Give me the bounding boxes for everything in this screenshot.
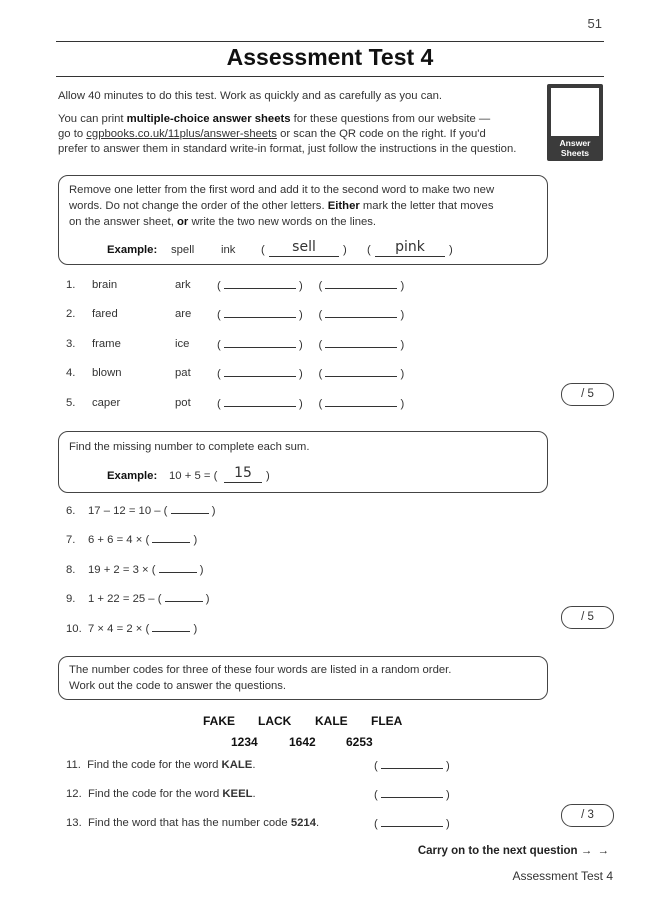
section1-example-label: Example: bbox=[107, 244, 158, 256]
footer-label: Assessment Test 4 bbox=[512, 869, 613, 883]
code-word: LACK bbox=[258, 714, 292, 728]
code-question: 12. Find the code for the word KEEL. bbox=[66, 788, 256, 800]
code-word: FLEA bbox=[371, 714, 403, 728]
sum-answer-blank[interactable] bbox=[165, 592, 203, 602]
answer-blank[interactable] bbox=[224, 308, 296, 318]
example-line-2 bbox=[375, 256, 445, 257]
question-row: 2. bbox=[66, 308, 76, 320]
question-word2: are bbox=[175, 308, 192, 320]
section2-instructions: Find the missing number to complete each sum. bbox=[69, 441, 310, 453]
paren-open: ( bbox=[261, 244, 265, 256]
answer-sheets-link[interactable]: cgpbooks.co.uk/11plus/answer-sheets bbox=[86, 128, 277, 140]
section2-score-box[interactable]: / 5 bbox=[561, 606, 614, 629]
question-word1: brain bbox=[92, 279, 118, 291]
qr-code-icon bbox=[551, 88, 599, 136]
section1-instructions: Remove one letter from the first word and add it to the second word to make two new words. Do not change the order of the other letters. Either mark the letter that moves on the answer sheet, or write the two new words on the lines. bbox=[69, 184, 495, 228]
sum-question: 7. 6 + 6 = 4 × ( ) bbox=[66, 534, 198, 546]
number-code: 6253 bbox=[346, 735, 373, 749]
answer-pair: ( ) ( ) bbox=[217, 309, 405, 321]
answer-pair: ( ) ( ) bbox=[217, 280, 405, 292]
section3-score-box[interactable]: / 3 bbox=[561, 804, 614, 827]
code-word: FAKE bbox=[203, 714, 236, 728]
question-row: 4. bbox=[66, 367, 76, 379]
carry-on-note: Carry on to the next question → → bbox=[417, 845, 610, 857]
section1-example-answer1: sell bbox=[292, 239, 316, 255]
section1-example-word1: spell bbox=[171, 244, 195, 256]
question-word2: ark bbox=[175, 279, 191, 291]
question-word2: pat bbox=[175, 367, 191, 379]
sum-answer-blank[interactable] bbox=[159, 563, 197, 573]
code-question: 11. Find the code for the word KALE. bbox=[66, 759, 256, 771]
title-rule-bottom bbox=[56, 76, 604, 77]
sum-answer-blank[interactable] bbox=[171, 504, 209, 514]
code-answer-blank[interactable] bbox=[381, 817, 443, 827]
code-answer: ( ) bbox=[374, 818, 450, 830]
paren-close: ) bbox=[266, 470, 270, 482]
question-word2: pot bbox=[175, 397, 191, 409]
section1-example-word2: ink bbox=[221, 244, 236, 256]
code-answer-blank[interactable] bbox=[381, 759, 443, 769]
question-word1: fared bbox=[92, 308, 118, 320]
question-row: 3. bbox=[66, 338, 76, 350]
code-answer-blank[interactable] bbox=[381, 788, 443, 798]
question-word2: ice bbox=[175, 338, 190, 350]
code-word: KALE bbox=[315, 714, 348, 728]
answer-sheets-bold: multiple-choice answer sheets bbox=[126, 113, 291, 125]
section2-example-expr: 10 + 5 = ( bbox=[169, 470, 218, 482]
page-title: Assessment Test 4 bbox=[226, 44, 434, 70]
section1-score-box[interactable]: / 5 bbox=[561, 383, 614, 406]
code-question: 13. Find the word that has the number code 5214. bbox=[66, 817, 320, 829]
section3-instruction-box bbox=[58, 656, 548, 700]
page-number: 51 bbox=[587, 16, 602, 31]
question-word1: caper bbox=[92, 397, 121, 409]
section2-example-answer: 15 bbox=[234, 465, 252, 481]
answer-blank[interactable] bbox=[224, 279, 296, 289]
section2-example-label: Example: bbox=[107, 470, 158, 482]
arrow-right-icon: → → bbox=[580, 845, 610, 857]
sum-question: 8. 19 + 2 = 3 × ( ) bbox=[66, 564, 204, 576]
question-word1: frame bbox=[92, 338, 121, 350]
qr-code-block[interactable] bbox=[547, 84, 603, 161]
example-line-1 bbox=[269, 256, 339, 257]
sum-answer-blank[interactable] bbox=[152, 533, 190, 543]
answer-blank[interactable] bbox=[325, 308, 397, 318]
code-answer: ( ) bbox=[374, 789, 450, 801]
question-word1: blown bbox=[92, 367, 122, 379]
qr-label: Answer Sheets bbox=[559, 138, 591, 158]
section1-instruction-box bbox=[58, 175, 548, 265]
answer-blank[interactable] bbox=[325, 338, 397, 348]
answer-pair: ( ) ( ) bbox=[217, 339, 405, 351]
sum-answer-blank[interactable] bbox=[152, 622, 190, 632]
paren-close: ) bbox=[449, 244, 453, 256]
answer-blank[interactable] bbox=[224, 397, 296, 407]
question-row: 1. bbox=[66, 279, 76, 291]
example-line-3 bbox=[224, 482, 262, 483]
sum-question: 9. 1 + 22 = 25 – ( ) bbox=[66, 593, 210, 605]
sum-question: 6. 17 – 12 = 10 – ( ) bbox=[66, 505, 216, 517]
answer-blank[interactable] bbox=[325, 397, 397, 407]
title-rule-top bbox=[56, 41, 604, 42]
answer-blank[interactable] bbox=[224, 367, 296, 377]
sum-question: 10. 7 × 4 = 2 × ( ) bbox=[66, 623, 198, 635]
intro-line: Allow 40 minutes to do this test. Work as quickly and as carefully as you can. bbox=[58, 90, 443, 102]
number-code: 1234 bbox=[231, 735, 258, 749]
code-answer: ( ) bbox=[374, 760, 450, 772]
answer-blank[interactable] bbox=[325, 279, 397, 289]
intro-paragraph: You can print multiple-choice answer sheets for these questions from our website — go to cgpbooks.co.uk/11plus/answer-sheets or scan the QR code on the right. If you'd prefer to answer them in standard write-in format, just follow the instructions in the question. bbox=[58, 113, 517, 155]
section2-instruction-box bbox=[58, 431, 548, 493]
answer-blank[interactable] bbox=[325, 367, 397, 377]
answer-blank[interactable] bbox=[224, 338, 296, 348]
answer-pair: ( ) ( ) bbox=[217, 398, 405, 410]
question-row: 5. bbox=[66, 397, 76, 409]
section3-instructions: The number codes for three of these four words are listed in a random order. Work out the code to answer the questions. bbox=[69, 664, 452, 692]
section1-example-answer2: pink bbox=[395, 239, 425, 255]
number-code: 1642 bbox=[289, 735, 316, 749]
paren-close: ) bbox=[343, 244, 347, 256]
answer-pair: ( ) ( ) bbox=[217, 368, 405, 380]
paren-open: ( bbox=[367, 244, 371, 256]
